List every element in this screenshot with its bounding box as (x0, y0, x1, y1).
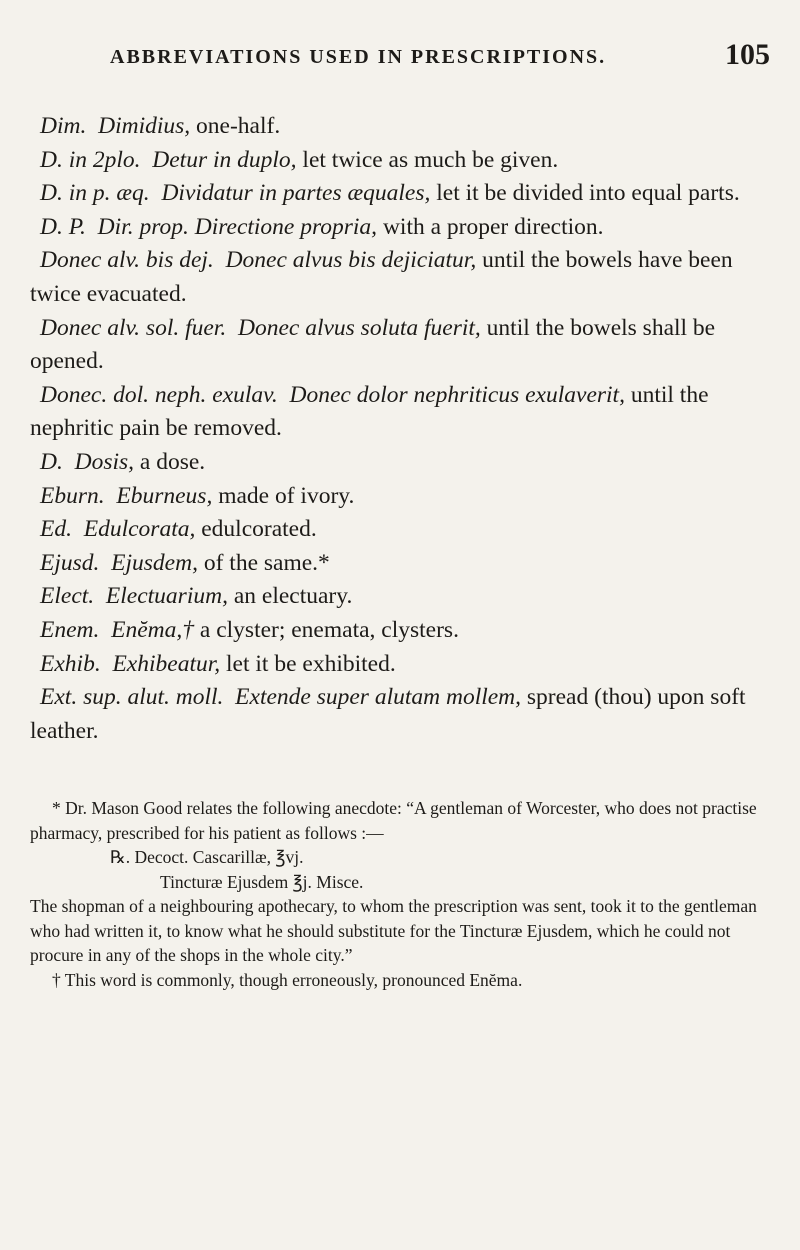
entry-latin: Exhibeatur, (112, 650, 221, 677)
entry-meaning: made of ivory. (218, 482, 355, 509)
entry-latin: Dir. prop. Directione propria, (97, 213, 378, 240)
entry-meaning: a clyster; enemata, clysters. (199, 616, 459, 643)
entry (30, 513, 770, 547)
prescription-line-1: ℞. Decoct. Cascarillæ, ℥vj. (110, 847, 304, 867)
entry-abbr: Dim. (40, 113, 87, 139)
entry (30, 648, 770, 682)
entry-latin: Donec dolor nephriticus exulaverit, (289, 381, 625, 408)
footnote-1-body: The shopman of a neighbouring apothecary, to whom the prescription was sent, took it to the gentleman who had written it, to know what he should substitute for the Tincturæ Ejusdem, which he could not procure in any of the shops in the whole city.” (30, 896, 757, 965)
page-number: 105 (725, 38, 770, 71)
entry-latin: Donec alvus bis dejiciatur, (225, 247, 477, 274)
entry-meaning: an electuary. (233, 583, 353, 610)
entry-abbr: Donec alv. sol. fuer. (40, 314, 227, 341)
entry (30, 480, 770, 514)
entry-latin: Electuarium, (105, 583, 228, 610)
entry (30, 379, 770, 446)
entry-meaning: a dose. (139, 448, 206, 475)
footnote-1-intro: * Dr. Mason Good relates the following anecdote: “A gentleman of Worcester, who does not practise pharmacy, prescribed for his patient as follows :— (30, 798, 757, 843)
entry-abbr: Enem. (40, 616, 100, 643)
entry-meaning: let it be divided into equal parts. (436, 180, 740, 207)
entry (30, 614, 770, 648)
entry (30, 681, 770, 748)
entry-abbr: D. (40, 448, 63, 475)
entry-abbr: D. in 2plo. (40, 146, 141, 173)
entry-latin: Extende super alutam mollem, (235, 684, 522, 711)
entry-latin: Enĕma,† (111, 616, 195, 643)
entry-latin: Dividatur in partes æquales, (161, 180, 431, 207)
entry-meaning: until the nephritic pain be removed. (30, 381, 709, 442)
prescription-line-2: Tincturæ Ejusdem ℥j. Misce. (160, 871, 364, 892)
entry (30, 312, 770, 379)
entry-meaning: until the bowels shall be opened. (30, 314, 716, 375)
entry-latin: Ejusdem, (111, 549, 198, 576)
running-header (110, 38, 770, 78)
entry (30, 211, 770, 245)
entry-latin: Eburneus, (116, 482, 213, 509)
entry-latin: Detur in duplo, (152, 146, 297, 173)
entry-meaning: of the same.* (203, 549, 330, 576)
entry (30, 547, 770, 581)
entry (30, 177, 770, 211)
entry-abbr: Eburn. (40, 482, 105, 509)
entry-meaning: one-half. (196, 113, 281, 139)
entry-abbr: Donec. dol. neph. exulav. (40, 381, 278, 408)
entry-abbr: Donec alv. bis dej. (40, 247, 214, 274)
abbreviation-list (30, 110, 770, 748)
footnote-2: † This word is commonly, though erroneously, pronounced Enĕma. (52, 969, 523, 990)
entry (30, 144, 770, 178)
entry-meaning: with a proper direction. (382, 213, 604, 240)
entry-abbr: Ed. (40, 516, 72, 543)
entry (30, 446, 770, 480)
entry (30, 110, 770, 144)
entry-meaning: edulcorated. (201, 516, 317, 543)
entry-meaning: let twice as much be given. (302, 146, 559, 173)
entry-latin: Donec alvus soluta fuerit, (237, 314, 481, 341)
entry-meaning: until the bowels have been twice evacuated. (30, 247, 733, 307)
entry (30, 244, 770, 311)
entry-meaning: let it be exhibited. (226, 650, 396, 677)
entry-abbr: D. P. (40, 213, 86, 240)
running-title: ABBREVIATIONS USED IN PRESCRIPTIONS. (110, 46, 607, 68)
footnotes (30, 796, 770, 992)
entry-abbr: Ext. sup. alut. moll. (40, 684, 224, 711)
entry-latin: Dimidius, (98, 113, 191, 139)
entry-latin: Dosis, (74, 448, 135, 475)
entry (30, 580, 770, 614)
entry-meaning: spread (thou) upon soft leather. (30, 684, 746, 744)
entry-abbr: Ejusd. (40, 549, 100, 576)
entry-abbr: Elect. (40, 583, 95, 610)
entry-abbr: D. in p. æq. (40, 180, 150, 207)
entry-latin: Edulcorata, (83, 516, 196, 543)
entry-abbr: Exhib. (40, 650, 101, 677)
